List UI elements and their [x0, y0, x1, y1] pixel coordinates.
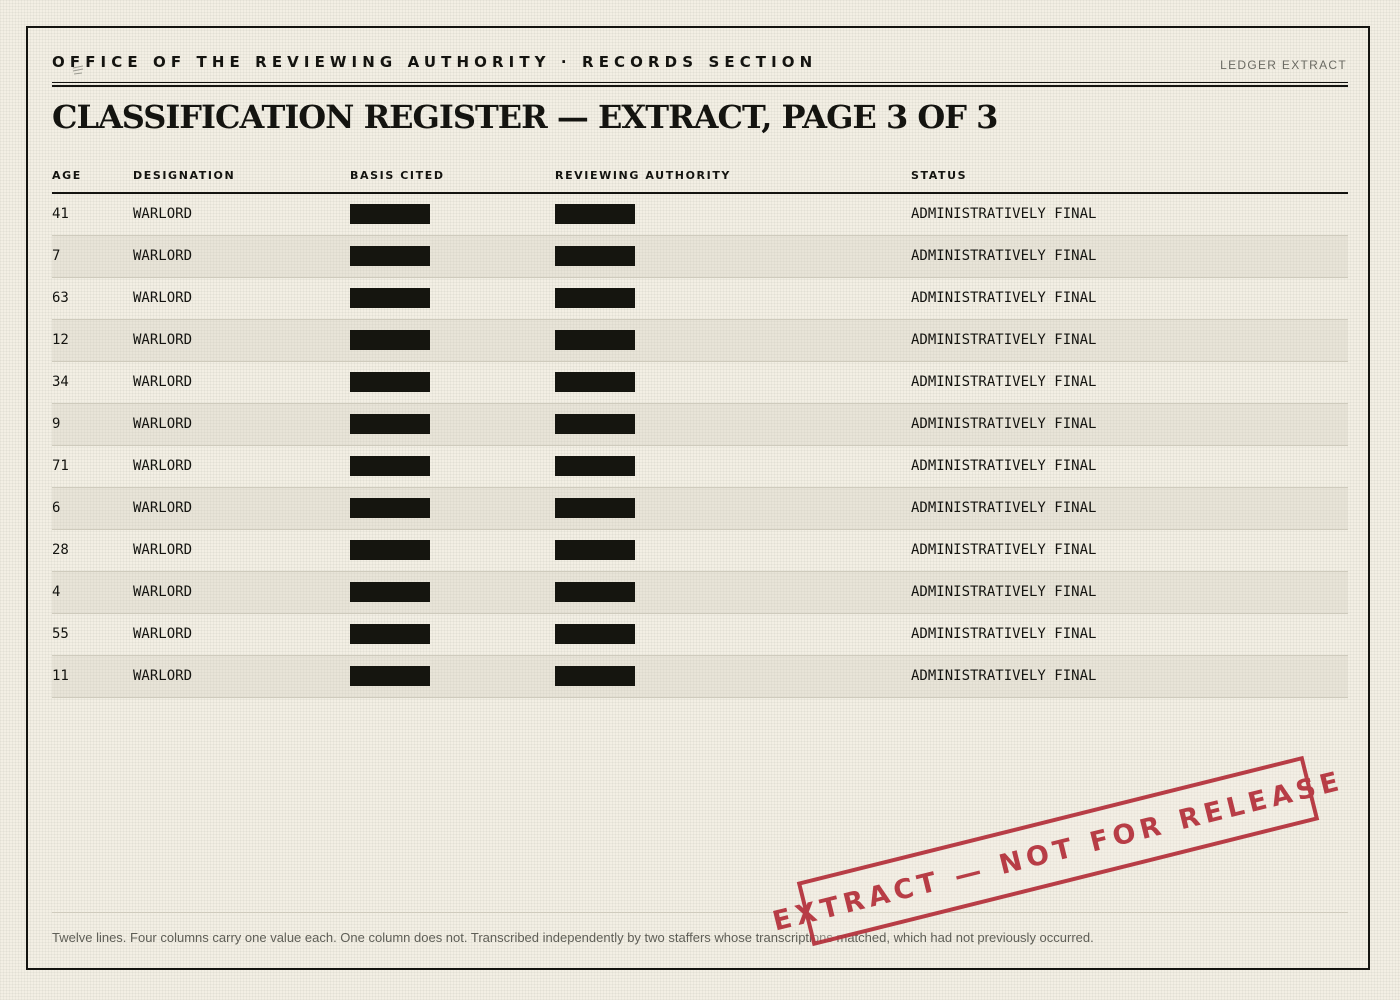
age-cell: 7	[52, 248, 61, 264]
table-header	[52, 168, 1348, 194]
age-cell: 63	[52, 290, 69, 306]
status-cell: ADMINISTRATIVELY FINAL	[911, 290, 1097, 306]
designation-cell: WARLORD	[133, 416, 193, 432]
designation-cell: WARLORD	[133, 458, 193, 474]
status-cell: ADMINISTRATIVELY FINAL	[911, 248, 1097, 264]
redaction-bar-basis	[350, 624, 430, 644]
designation-cell: WARLORD	[133, 584, 193, 600]
table-row	[52, 572, 1348, 614]
header-rule	[52, 82, 1348, 83]
designation-cell: WARLORD	[133, 290, 193, 306]
designation-cell: WARLORD	[133, 542, 193, 558]
redaction-bar-authority	[555, 456, 635, 476]
redaction-bar-authority	[555, 330, 635, 350]
status-cell: ADMINISTRATIVELY FINAL	[911, 584, 1097, 600]
redaction-bar-authority	[555, 498, 635, 518]
status-cell: ADMINISTRATIVELY FINAL	[911, 500, 1097, 516]
age-cell: 55	[52, 626, 69, 642]
age-cell: 11	[52, 668, 69, 684]
age-cell: 6	[52, 500, 61, 516]
redaction-bar-basis	[350, 666, 430, 686]
table-row	[52, 614, 1348, 656]
redaction-bar-basis	[350, 204, 430, 224]
footer-note: Twelve lines. Four columns carry one value each. One column does not. Transcribed independently by two staffers whose transcriptions matched, which had not previously occurred.	[52, 930, 1094, 945]
redaction-bar-basis	[350, 414, 430, 434]
status-cell: ADMINISTRATIVELY FINAL	[911, 458, 1097, 474]
table-row	[52, 362, 1348, 404]
age-cell: 34	[52, 374, 69, 390]
designation-cell: WARLORD	[133, 332, 193, 348]
age-cell: 12	[52, 332, 69, 348]
age-cell: 4	[52, 584, 61, 600]
age-cell: 9	[52, 416, 61, 432]
redaction-bar-basis	[350, 330, 430, 350]
page-title: CLASSIFICATION REGISTER — EXTRACT, PAGE 3 OF 3	[52, 98, 998, 136]
redaction-bar-basis	[350, 372, 430, 392]
column-header-age: AGE	[52, 169, 82, 182]
status-cell: ADMINISTRATIVELY FINAL	[911, 374, 1097, 390]
table-row	[52, 236, 1348, 278]
table-row	[52, 446, 1348, 488]
table-row	[52, 404, 1348, 446]
office-heading: OFFICE OF THE REVIEWING AUTHORITY · RECORDS SECTION	[52, 53, 818, 71]
designation-cell: WARLORD	[133, 626, 193, 642]
status-cell: ADMINISTRATIVELY FINAL	[911, 416, 1097, 432]
table-row	[52, 278, 1348, 320]
table-row	[52, 194, 1348, 236]
redaction-bar-authority	[555, 624, 635, 644]
redaction-bar-authority	[555, 666, 635, 686]
designation-cell: WARLORD	[133, 668, 193, 684]
status-cell: ADMINISTRATIVELY FINAL	[911, 206, 1097, 222]
column-header-status: STATUS	[911, 169, 968, 182]
age-cell: 41	[52, 206, 69, 222]
header-rule-thick	[52, 85, 1348, 87]
status-cell: ADMINISTRATIVELY FINAL	[911, 668, 1097, 684]
designation-cell: WARLORD	[133, 248, 193, 264]
redaction-bar-authority	[555, 204, 635, 224]
status-cell: ADMINISTRATIVELY FINAL	[911, 626, 1097, 642]
not-for-release-stamp: EXTRACT — NOT FOR RELEASE	[797, 756, 1319, 946]
redaction-bar-authority	[555, 372, 635, 392]
age-cell: 28	[52, 542, 69, 558]
designation-cell: WARLORD	[133, 374, 193, 390]
redaction-bar-basis	[350, 456, 430, 476]
redaction-bar-authority	[555, 582, 635, 602]
column-header-basis-cited: BASIS CITED	[350, 169, 445, 182]
redaction-bar-basis	[350, 246, 430, 266]
table-row	[52, 656, 1348, 698]
ledger-extract-label: LEDGER EXTRACT	[1220, 58, 1347, 72]
register-table-body	[52, 194, 1348, 698]
redaction-bar-authority	[555, 246, 635, 266]
column-header-reviewing-authority: REVIEWING AUTHORITY	[555, 169, 731, 182]
redaction-bar-authority	[555, 288, 635, 308]
footer-rule	[52, 912, 1348, 913]
table-row	[52, 488, 1348, 530]
redaction-bar-basis	[350, 582, 430, 602]
table-row	[52, 320, 1348, 362]
redaction-bar-authority	[555, 540, 635, 560]
redaction-bar-basis	[350, 498, 430, 518]
column-header-designation: DESIGNATION	[133, 169, 236, 182]
redaction-bar-authority	[555, 414, 635, 434]
status-cell: ADMINISTRATIVELY FINAL	[911, 332, 1097, 348]
redaction-bar-basis	[350, 540, 430, 560]
designation-cell: WARLORD	[133, 206, 193, 222]
designation-cell: WARLORD	[133, 500, 193, 516]
status-cell: ADMINISTRATIVELY FINAL	[911, 542, 1097, 558]
table-row	[52, 530, 1348, 572]
redaction-bar-basis	[350, 288, 430, 308]
age-cell: 71	[52, 458, 69, 474]
